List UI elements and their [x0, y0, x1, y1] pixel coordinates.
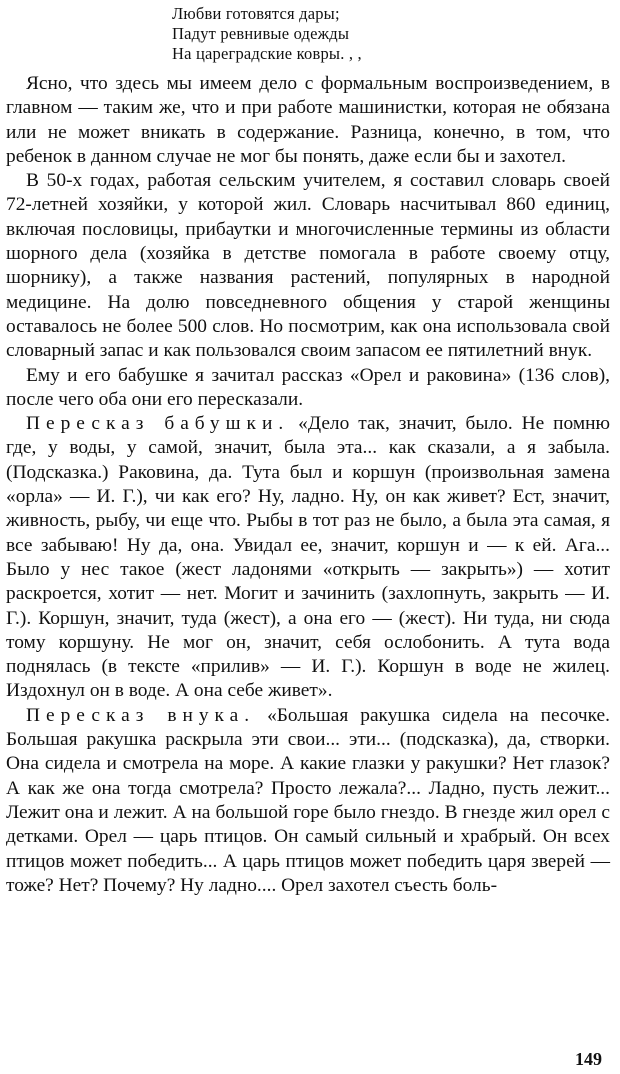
- poem-line: Любви готовятся дары;: [172, 4, 340, 23]
- paragraph: Ему и его бабушке я зачитал рассказ «Орел и раковина» (136 слов), после чего оба они его пересказали.: [6, 364, 610, 410]
- poem-excerpt: [172, 4, 362, 64]
- retelling-heading: Пересказ внука.: [26, 704, 256, 726]
- retelling-text: «Большая ракушка сидела на песочке. Большая ракушка раскрыла эти свои... эти... (подсказка), да, створки. Она сидела и смотрела на море. А какие глазки у ракушки? Нет глазок? А как же она тогда смотрела? Просто лежала?... Ладно, пусть лежит... Лежит она и лежит. А на большой горе было гнездо. В гнезде жил орел с детками. Орел — царь птицов. Он самый сильный и храбрый. Он всех птицов может победить... А царь птицов может победить царя зверей — тоже? Нет? Почему? Ну ладно.... Орел захотел съесть боль-: [6, 704, 610, 896]
- retelling-text: «Дело так, значит, было. Не помню где, у воды, у самой, значит, была эта... как сказали, а я забыла. (Подсказка.) Раковина, да. Тута был и коршун (произвольная замена «орла» — И. Г.), чи как его? Ну, ладно. Ну, он как живет? Ест, значит, живность, рыбу, чи еще что. Рыбы в тот раз не было, а была эта самая, я все забываю! Ну да, она. Увидал ее, значит, коршун и — к ей. Ага... Было у нес такое (жест ладонями «открыть — закрыть») — хотит раскроется, хотит — нет. Могит и зачинить (захлопнуть, закрыть — И. Г.). Коршун, значит, туда (жест), а она его — (жест). Ни туда, ни сюда тому коршуну. Не мог он, значит, себя ослобонить. А тута вода поднялась (в тексте «прилив» — И. Г.). Коршун в воде не жилец. Издохнул он в воде. А она себе живет».: [6, 413, 610, 702]
- body-text: [6, 72, 610, 898]
- poem-line: Падут ревнивые одежды: [172, 24, 350, 43]
- poem-line: На цареградские ковры. , ,: [172, 44, 362, 63]
- paragraph-grandson-retelling: [6, 704, 610, 898]
- retelling-heading: Пересказ бабушки.: [26, 413, 290, 435]
- paragraph: Ясно, что здесь мы имеем дело с формальным воспроизведением, в главном — таким же, что и при работе машинистки, которая не обязана или не может вникать в содержание. Разница, конечно, в том, что ребенок в данном случае не мог бы понять, даже если бы и захотел.: [6, 73, 610, 167]
- paragraph: В 50-х годах, работая сельским учителем, я составил словарь своей 72-летней хозяйки, у которой жил. Словарь насчитывал 860 единиц, включая пословицы, прибаутки и многочисленные термины из области шорного дела (хозяйка в детстве помогала в работе своему отцу, шорнику), а также названия растений, популярных в народной медицине. На долю повседневного общения у старой женщины оставалось не более 500 слов. Но посмотрим, как она использовала свой словарный запас и как пользовался своим запасом ее пятилетний внук.: [6, 170, 610, 362]
- page-number: 149: [575, 1049, 602, 1069]
- paragraph-grandmother-retelling: [6, 412, 610, 704]
